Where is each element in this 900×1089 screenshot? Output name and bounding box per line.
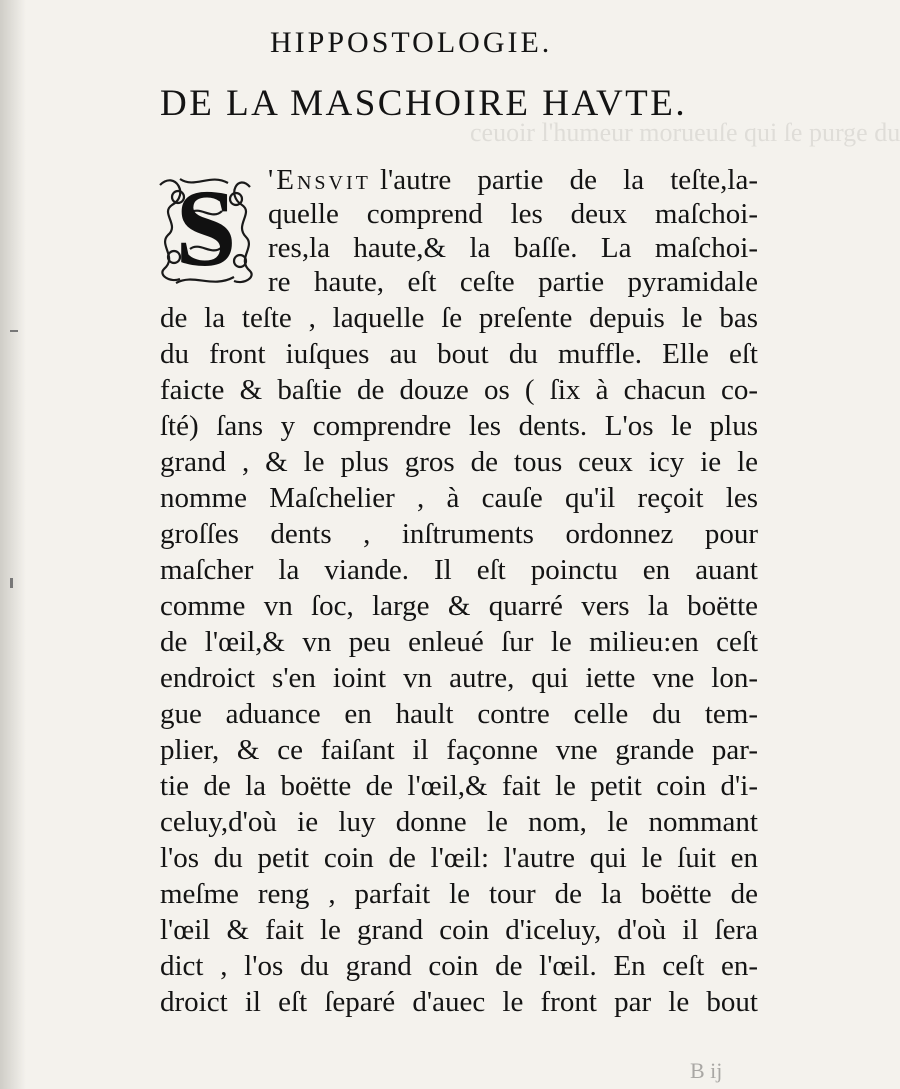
text-line-1: l'autre partie de la teſte,la-: [380, 164, 758, 196]
text-line-9: grand , & le plus gros de tous ceux icy ie le: [160, 446, 758, 478]
text-line-13: comme vn ſoc, large & quarré vers la boëtte: [160, 590, 758, 622]
text-line-8: ſté) ſans y comprendre les dents. L'os le plus: [160, 410, 758, 442]
svg-text:S: S: [175, 167, 237, 289]
text-line-22: l'œil & fait le grand coin d'iceluy, d'où il ſera: [160, 914, 758, 946]
text-line-6: du front iuſques au bout du muffle. Elle eſt: [160, 338, 758, 370]
text-line-7: faicte & baſtie de douze os ( ſix à chacun co-: [160, 374, 758, 406]
page-gutter-shadow: [0, 0, 26, 1089]
text-line-23: dict , l'os du grand coin de l'œil. En ceſt en-: [160, 950, 758, 982]
margin-mark: [10, 578, 13, 588]
text-line-10: nomme Maſchelier , à cauſe qu'il reçoit les: [160, 482, 758, 514]
ornamental-initial-icon: [150, 165, 262, 293]
text-line-14: de l'œil,& vn peu enleué ſur le milieu:en ceſt: [160, 626, 758, 658]
section-title: DE LA MASCHOIRE HAVTE.: [160, 83, 688, 124]
text-line-4: re haute, eſt ceſte partie pyramidale: [268, 266, 758, 298]
text-line-21: meſme reng , parfait le tour de la boëtte de: [160, 878, 758, 910]
text-line-15: endroict s'en ioint vn autre, qui iette vne lon-: [160, 662, 758, 694]
text-line-3: res,la haute,& la baſſe. La maſchoi-: [268, 232, 758, 264]
text-line-20: l'os du petit coin de l'œil: l'autre qui le ſuit en: [160, 842, 758, 874]
text-line-18: tie de la boëtte de l'œil,& fait le petit coin d'i-: [160, 770, 758, 802]
running-head: HIPPOSTOLOGIE.: [270, 26, 553, 59]
text-line-11: groſſes dents , inſtruments ordonnez pour: [160, 518, 758, 550]
text-line-12: maſcher la viande. Il eſt poinctu en auant: [160, 554, 758, 586]
show-through-text: ceuoir l'humeur morueuſe qui ſe purge du: [470, 118, 900, 147]
text-line-19: celuy,d'où ie luy donne le nom, le nommant: [160, 806, 758, 838]
text-line-16: gue aduance en hault contre celle du tem-: [160, 698, 758, 730]
text-line-5: de la teſte , laquelle ſe preſente depuis le bas: [160, 302, 758, 334]
incipit-word: 'Ensvit: [268, 164, 371, 196]
text-line-24: droict il eſt ſeparé d'auec le front par le bout: [160, 986, 758, 1018]
text-line-2: quelle comprend les deux maſchoi-: [268, 198, 758, 230]
signature-mark: B ij: [690, 1058, 723, 1083]
margin-mark: [10, 330, 18, 332]
text-line-17: plier, & ce faiſant il façonne vne grande par-: [160, 734, 758, 766]
